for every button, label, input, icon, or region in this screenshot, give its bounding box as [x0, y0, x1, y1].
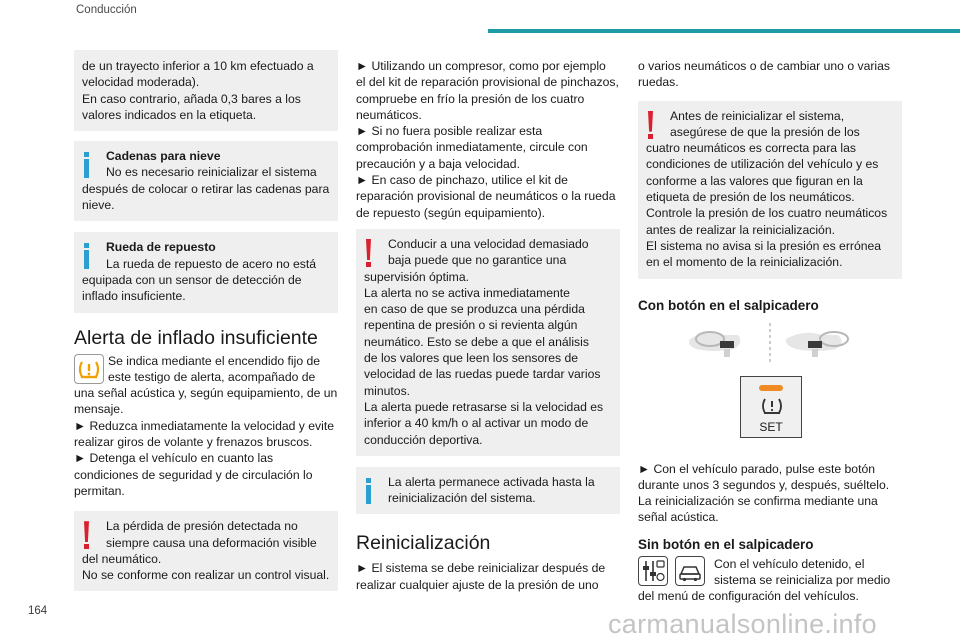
- paragraph-line: precaución y a baja velocidad.: [356, 156, 520, 171]
- vehicle-menu-icon: [675, 556, 705, 586]
- tire-pressure-icon: [761, 396, 783, 416]
- warning-line: La alerta no se activa inmediatamente: [364, 285, 570, 300]
- paragraph-line: este testigo de alerta, acompañado de: [108, 369, 316, 384]
- info-title: Rueda de repuesto: [106, 240, 216, 255]
- paragraph-line: ► En caso de pinchazo, utilice el kit de: [356, 173, 568, 188]
- paragraph-line: del menú de configuración del vehículos.: [638, 589, 859, 604]
- info-icon: [83, 152, 91, 178]
- warning-icon: [365, 239, 373, 269]
- page-number: 164: [28, 605, 48, 617]
- dashboard-illustration: [638, 321, 902, 461]
- column-middle: [356, 50, 620, 593]
- paragraph-line: realizar giros de volante y frenazos bruscos.: [74, 435, 313, 450]
- note-line: valores indicados en la etiqueta.: [82, 107, 257, 122]
- running-header: Conducción: [76, 4, 137, 16]
- paragraph-line: sistema se reinicializa por medio: [714, 573, 891, 588]
- warning-line: Controle la presión de los cuatro neumáticos: [646, 206, 888, 221]
- warning-line: supervisión óptima.: [364, 269, 469, 284]
- note-line: velocidad moderada).: [82, 75, 200, 90]
- warning-box-before-reset: [638, 101, 902, 279]
- paragraph-line: mensaje.: [74, 402, 124, 417]
- paragraph-line: comprobación inmediatamente, circule con: [356, 140, 588, 155]
- warning-line: velocidad de las ruedas puede tardar varios: [364, 367, 601, 382]
- paragraph-line: ► El sistema se debe reinicializar después de: [356, 561, 606, 576]
- warning-line: minutos.: [364, 383, 411, 398]
- warning-line: siempre causa una deformación visible: [106, 535, 317, 550]
- paragraph-line: Se indica mediante el encendido fijo de: [108, 353, 321, 368]
- info-line: inflado insuficiente.: [82, 289, 186, 304]
- paragraph-line: ► Detenga el vehículo en cuanto las: [74, 451, 274, 466]
- set-button[interactable]: [740, 376, 802, 438]
- warning-line: en caso de que se produzca una pérdida: [364, 302, 585, 317]
- watermark-text: carmanualsonline.info: [608, 609, 877, 639]
- warning-icon: [83, 521, 91, 551]
- info-icon: [365, 478, 373, 504]
- paragraph-line: ► Si no fuera posible realizar esta: [356, 124, 543, 139]
- subsection-title-with-button: Con botón en el salpicadero: [638, 297, 819, 313]
- paragraph-line: reparación provisional de neumáticos o la rueda: [356, 189, 616, 204]
- menu-reset-paragraph: [638, 556, 902, 605]
- continued-paragraph: [638, 50, 902, 91]
- warning-line: del neumático.: [82, 551, 162, 566]
- info-box-spare-wheel: [74, 232, 338, 312]
- info-line: nieve.: [82, 198, 115, 213]
- info-line: reinicialización del sistema.: [388, 491, 536, 506]
- info-line: No es necesario reinicializar el sistema: [106, 165, 317, 180]
- warning-line: antes de realizar la reinicialización.: [646, 222, 836, 237]
- info-line: después de colocar o retirar las cadenas para: [82, 181, 330, 196]
- info-box-alert-active: [356, 467, 620, 515]
- settings-menu-icon: [638, 556, 668, 586]
- paragraph-line: ► Reduzca inmediatamente la velocidad y evite: [74, 418, 335, 433]
- warning-line: asegúrese de que la presión de los: [670, 124, 860, 139]
- warning-line: Antes de reinicializar el sistema,: [670, 108, 845, 123]
- paragraph-line: de repuesto (según equipamiento).: [356, 205, 546, 220]
- button-reset-paragraph: [638, 461, 902, 526]
- warning-line: en el momento de la reinicialización.: [646, 255, 843, 270]
- paragraph-line: ruedas.: [638, 75, 679, 90]
- warning-line: neumático. Esto se debe a que el análisis: [364, 334, 589, 349]
- paragraph-line: o varios neumáticos o de cambiar uno o varias: [638, 59, 891, 73]
- column-left: [74, 50, 338, 602]
- info-box-snow-chains: [74, 141, 338, 221]
- paragraph-line: condiciones de seguridad y de circulación lo: [74, 467, 313, 482]
- amber-indicator-light: [759, 385, 783, 391]
- info-line: La rueda de repuesto de acero no está: [106, 256, 317, 271]
- paragraph-line: ► Con el vehículo parado, pulse este botón: [638, 461, 876, 476]
- paragraph-line: ► Utilizando un compresor, como por ejemplo: [356, 59, 606, 73]
- warning-line: Conducir a una velocidad demasiado: [388, 236, 589, 251]
- tire-pressure-warning-icon: [74, 354, 104, 384]
- paragraph-line: durante unos 3 segundos y, después, suéltelo.: [638, 477, 890, 492]
- info-icon: [83, 243, 91, 269]
- warning-line: cuatro neumáticos es correcta para las: [646, 141, 856, 156]
- note-line: En caso contrario, añada 0,3 bares a los: [82, 91, 301, 106]
- paragraph-line: neumáticos.: [356, 107, 422, 122]
- paragraph-line: realizar cualquier ajuste de la presión de uno: [356, 577, 599, 592]
- subsection-title-without-button: Sin botón en el salpicadero: [638, 536, 814, 552]
- warning-box-low-speed: [356, 229, 620, 456]
- paragraph-line: Con el vehículo detenido, el: [714, 556, 865, 571]
- header-accent-bar: [488, 29, 960, 33]
- set-button-label: SET: [759, 419, 783, 434]
- warning-line: repentina de presión o si revienta algún: [364, 318, 578, 333]
- warning-line: El sistema no avisa si la presión es errónea: [646, 238, 882, 253]
- info-title: Cadenas para nieve: [106, 149, 221, 164]
- warning-line: La pérdida de presión detectada no: [106, 519, 298, 534]
- paragraph-line: el del kit de reparación provisional de pinchazos,: [356, 75, 619, 90]
- warning-line: conducción deportiva.: [364, 432, 483, 447]
- warning-box-pressure-loss: [74, 511, 338, 591]
- warning-line: La alerta puede retrasarse si la velocidad es: [364, 399, 604, 414]
- warning-line: baja puede que no garantice una: [388, 253, 567, 268]
- info-line: La alerta permanece activada hasta la: [388, 474, 595, 489]
- paragraph-line: La reinicialización se confirma mediante una: [638, 494, 878, 509]
- warning-line: No se conforme con realizar un control visual.: [82, 568, 330, 583]
- menu-icons: [638, 556, 705, 586]
- warning-line: condiciones de utilización del vehículo y es: [646, 157, 879, 172]
- info-line: equipada con un sensor de detección de: [82, 272, 302, 287]
- warning-line: inferior a 40 km/h o al activar un modo de: [364, 416, 589, 431]
- warning-line: de los valores que leen los sensores de: [364, 351, 579, 366]
- note-line: de un trayecto inferior a 10 km efectuado a: [82, 59, 314, 73]
- warning-icon: [647, 111, 655, 141]
- column-right: [638, 50, 902, 605]
- dashboard-steering-wheels-icon: [638, 321, 902, 381]
- section-title-reset: Reinicialización: [356, 532, 491, 555]
- paragraph-line: señal acústica.: [638, 510, 719, 525]
- note-box-intro: [74, 50, 338, 131]
- paragraph-line: permitan.: [74, 483, 125, 498]
- check-pressure-paragraph: [356, 50, 620, 221]
- section-title-underinflation: Alerta de inflado insuficiente: [74, 326, 318, 349]
- underinflation-paragraph: [74, 353, 338, 500]
- warning-line: conforme a las valores que figuran en la: [646, 173, 863, 188]
- paragraph-line: una señal acústica y, según equipamiento, de un: [74, 386, 338, 401]
- paragraph-line: compruebe en frío la presión de los cuatro: [356, 91, 585, 106]
- warning-line: etiqueta de presión de los neumáticos.: [646, 190, 855, 205]
